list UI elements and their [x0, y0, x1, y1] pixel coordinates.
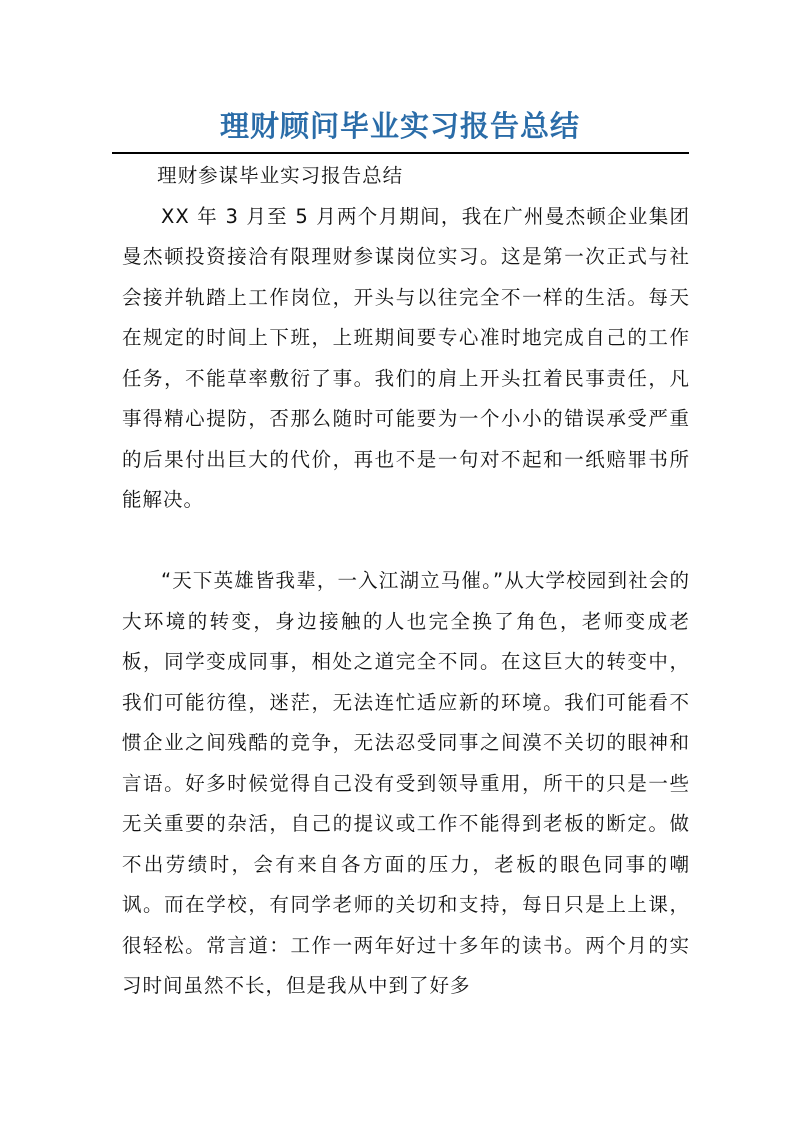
- title-underline: [112, 152, 689, 154]
- document-title: 理财顾问毕业实习报告总结: [219, 109, 580, 143]
- paragraph-1: XX 年 3 月至 5 月两个月期间，我在广州曼杰顿企业集团曼杰顿投资接洽有限理财参谋岗位实习。这是第一次正式与社会接并轨踏上工作岗位，开头与以往完全不一样的生活。每天在规定的时间上下班，上班期间要专心准时地完成自己的工作任务，不能草率敷衍了事。我们的肩上开头扛着民事责任，凡事得精心提防，否那么随时可能要为一个小小的错误承受严重的后果付出巨大的代价，再也不是一句对不起和一纸赔罪书所能解决。: [122, 204, 690, 511]
- paragraph-2: “天下英雄皆我辈，一入江湖立马催。”从大学校园到社会的大环境的转变，身边接触的人也完全换了角色，老师变成老板，同学变成同事，相处之道完全不同。在这巨大的转变中，我们可能彷徨，迷茫，无法连忙适应新的环境。我们可能看不惯企业之间残酷的竞争，无法忍受同事之间漠不关切的眼神和言语。好多时候觉得自己没有受到领导重用，所干的只是一些无关重要的杂活，自己的提议或工作不能得到老板的断定。做不出劳绩时，会有来自各方面的压力，老板的眼色同事的嘲讽。而在学校，有同学老师的关切和支持，每日只是上上课，很轻松。常言道：工作一两年好过十多年的读书。两个月的实习时间虽然不长，但是我从中到了好多: [122, 569, 690, 997]
- document-subtitle: 理财参谋毕业实习报告总结: [157, 164, 404, 187]
- document-body: [122, 156, 690, 1007]
- paragraph-gap: [122, 521, 690, 562]
